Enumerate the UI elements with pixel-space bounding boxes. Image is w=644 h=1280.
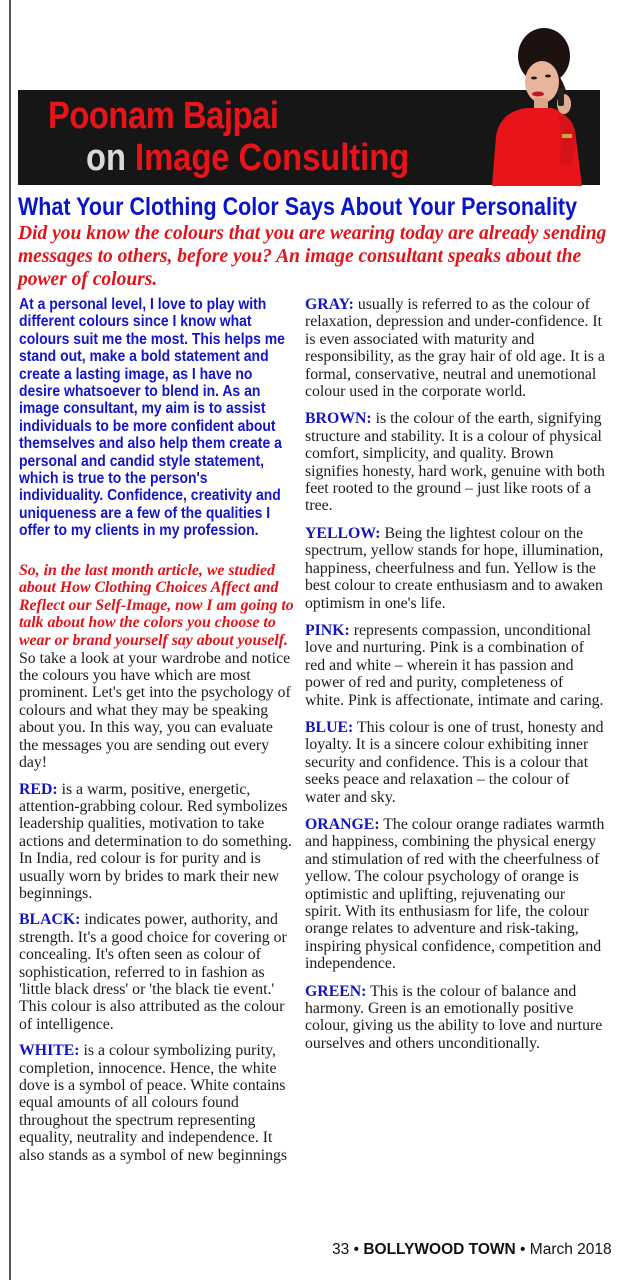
color-entry-green (305, 983, 605, 1053)
page-number: 33 (332, 1241, 350, 1258)
color-term: ORANGE: (305, 815, 380, 833)
author-portrait (478, 26, 598, 186)
color-entry-brown (305, 410, 605, 514)
color-entry-orange (305, 816, 605, 973)
color-term: GRAY: (305, 296, 354, 313)
color-description: indicates power, authority, and strength. It's a good choice for covering or concealing. It's often seen as colour of sophistication, referred to in fashion as 'little black dress' or 'the black tie event.' This colour is also attributed as the colour of intelligence. (19, 911, 287, 1033)
article-standfirst: Did you know the colours that you are wearing today are already sending messages to others, before you? An image consultant speaks about the power of colours. (18, 223, 607, 290)
portrait-face (525, 61, 559, 103)
color-description: is a warm, positive, energetic, attention-grabbing colour. Red symbolizes leadership qualities, motivation to take actions and determination to do something. In India, red colour is for purity and is usually worn by brides to mark their new beginnings. (19, 780, 292, 902)
lead-paragraph: So, in the last month article, we studied about How Clothing Choices Affect and Reflect our Self-Image, now I am going to talk about how the colors you choose to wear or brand yourself say about youself. (19, 561, 294, 650)
banner-on-word: on (86, 137, 126, 179)
color-description: The colour orange radiates warmth and happiness, combining the physical energy and stimulation of red with the cheerfulness of yellow. The colour psychology of orange is optimistic and uplifting, rejuvenating our spirit. With its enthusiasm for life, the colour orange relates to adventure and risk-taking, inspiring physical confidence, competition and independence. (305, 815, 605, 973)
left-column (19, 296, 294, 1173)
color-description: Being the lightest colour on the spectrum, yellow stands for hope, illumination, happiness, cheerfulness and fun. Yellow is the best colour to create enthusiasm and to awaken optimism in one's life. (305, 524, 604, 612)
color-description: This colour is one of trust, honesty and loyalty. It is a sincere colour exhibiting inner security and confidence. This is a colour that seeks peace and relaxation – the colour of water and sky. (305, 718, 604, 806)
color-term: WHITE: (19, 1042, 80, 1060)
banner-author-name: Poonam Bajpai (48, 95, 279, 137)
portrait-lips (532, 92, 544, 97)
intro-paragraph: At a personal level, I love to play with different colours since I know what colours suit me the most. This helps me stand out, make a bold statement and create a lasting image, as I have no desire whatsoever to blend in. As an image consultant, my aim is to assist individuals to be more confident about themselves and also help them create a personal and candid style statement, which is true to the person's individuality. Confidence, creativity and uniqueness are a few of the qualities I offer to my clients in my profession. (19, 296, 285, 540)
footer-separator: • (520, 1241, 526, 1258)
color-description: This is the colour of balance and harmony. Green is an emotionally positive colour, giving us the ability to love and nurture ourselves and others unconditionally. (305, 982, 603, 1052)
banner-topic-text: Image Consulting (135, 137, 410, 179)
phone-icon (558, 88, 564, 106)
banner-topic (86, 136, 409, 180)
color-description: represents compassion, unconditional love and nurturing. Pink is a combination of red and white – wherein it has passion and power of red and purity, completeness of white. Pink is affectionate, intimate and caring. (305, 621, 604, 709)
color-description: is a colour symbolizing purity, completion, innocence. Hence, the white dove is a symbol of peace. White contains equal amounts of all colours found throughout the spectrum representing equality, neutrality and independence. It also stands as a symbol of new beginnings (19, 1042, 288, 1164)
issue-date: March 2018 (529, 1241, 612, 1258)
page-footer (332, 1241, 612, 1259)
page-margin-rule (9, 0, 11, 1280)
color-term: BLUE: (305, 718, 354, 736)
color-entry-pink (305, 622, 605, 709)
color-entry-yellow (305, 525, 605, 612)
footer-separator: • (353, 1241, 359, 1258)
right-column (305, 296, 605, 1062)
publication-name: BOLLYWOOD TOWN (363, 1241, 516, 1258)
color-term: RED: (19, 780, 58, 798)
color-entry-black (19, 911, 294, 1033)
color-description: usually is referred to as the colour of relaxation, depression and under-confidence. It is even associated with maturity and responsibility, as the gray hair of old age. It is a formal, conservative, neutral and unemotional colour used in the corporate world. (305, 296, 605, 401)
color-term: GREEN: (305, 982, 367, 1000)
article-headline: What Your Clothing Color Says About Your Personality (18, 193, 578, 221)
color-entry-blue (305, 719, 605, 806)
color-entry-red (19, 781, 294, 903)
color-term: YELLOW: (305, 524, 381, 542)
portrait-watch (562, 134, 572, 138)
color-entry-gray (305, 296, 605, 400)
color-description: is the colour of the earth, signifying structure and stability. It is a colour of physical comfort, simplicity, and quality. Brown signifies honesty, hard work, genuine with both feet rooted to the ground – just like roots of a tree. (305, 410, 605, 515)
body-paragraph: So take a look at your wardrobe and notice the colours you have which are most prominent. Let's get into the psychology of colours and what they may be speaking about you. In this way, you can evaluate the messages you are sending out every day! (19, 649, 291, 772)
color-entry-white (19, 1042, 294, 1164)
color-term: PINK: (305, 621, 350, 639)
color-term: BROWN: (305, 410, 372, 428)
color-term: BLACK: (19, 911, 81, 929)
